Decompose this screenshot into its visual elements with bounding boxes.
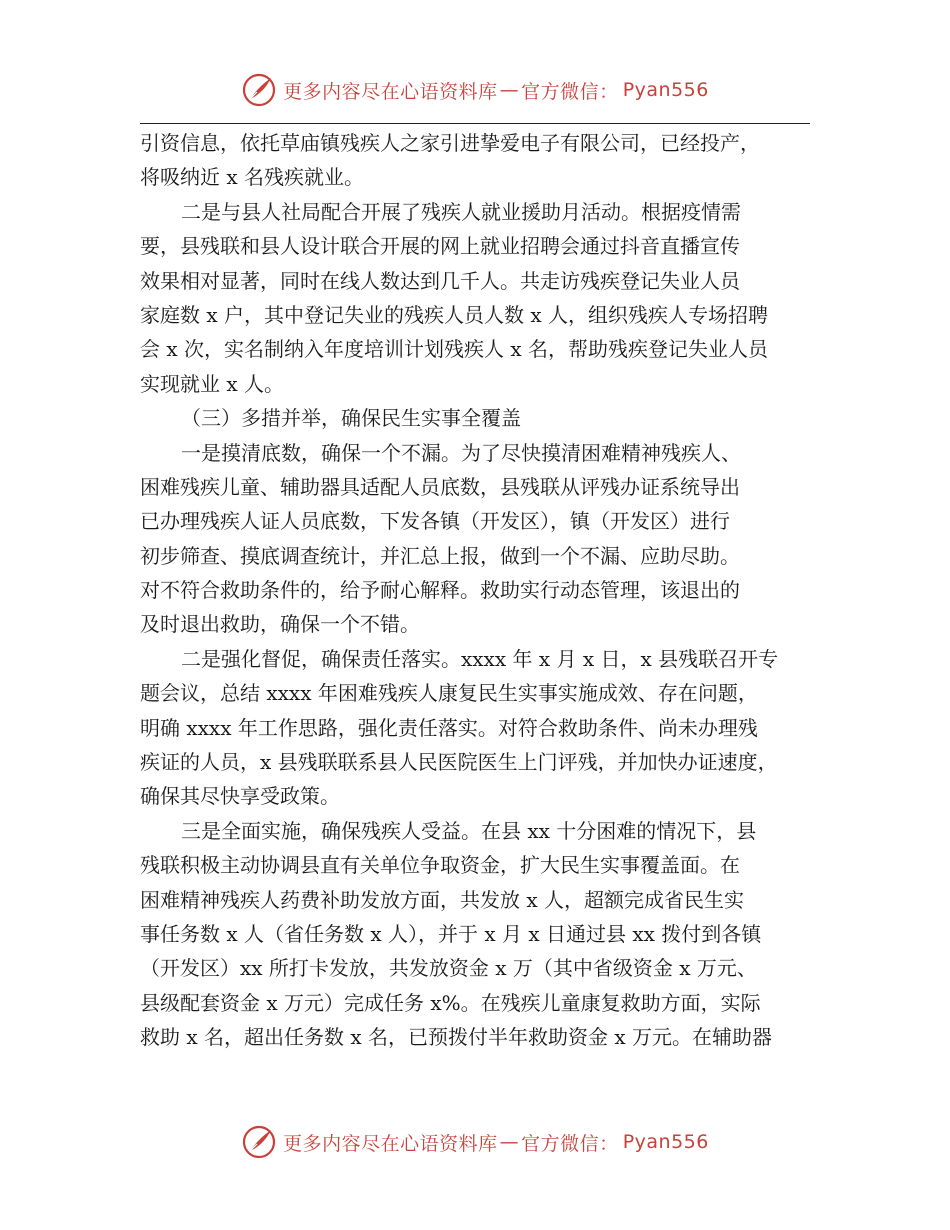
- text-line: 已办理残疾人证人员底数，下发各镇（开发区），镇（开发区）进行: [140, 509, 730, 534]
- header-watermark: [0, 70, 950, 110]
- watermark-text: 更多内容尽在心语资料库: [283, 1132, 498, 1155]
- text-line: 及时退出救助，确保一个不错。: [140, 612, 420, 637]
- text-line: 效果相对显著，同时在线人数达到几千人。共走访残疾登记失业人员: [140, 268, 740, 293]
- text-line: 题会议，总结 xxxx 年困难残疾人康复民生实事实施成效、存在问题，: [140, 681, 758, 706]
- quill-logo-icon: [241, 72, 277, 108]
- watermark-wechat-label: 官方微信：: [521, 1132, 619, 1155]
- watermark-wechat-id: Pyan556: [622, 79, 709, 101]
- quill-logo-icon: [241, 1124, 277, 1160]
- text-line: 救助 x 名，超出任务数 x 名，已预拨付半年救助资金 x 万元。在辅助器: [140, 1025, 772, 1050]
- paragraph: [140, 401, 812, 435]
- text-line: （开发区）xx 所打卡发放，共发放资金 x 万（其中省级资金 x 万元、: [140, 956, 757, 981]
- text-line: 事任务数 x 人（省任务数 x 人），并于 x 月 x 日通过县 xx 拨付到各镇: [140, 921, 762, 946]
- paragraph: [140, 195, 812, 401]
- text-line: 疾证的人员，x 县残联联系县人民医院医生上门评残，并加快办证速度，: [140, 750, 778, 775]
- paragraph: [140, 126, 812, 195]
- watermark-wechat-label: 官方微信：: [521, 80, 619, 103]
- footer-watermark: [0, 1122, 950, 1162]
- text-line: 明确 xxxx 年工作思路，强化责任落实。对符合救助条件、尚未办理残: [140, 715, 758, 740]
- text-line: 三是全面实施，确保残疾人受益。在县 xx 十分困难的情况下，县: [181, 818, 757, 843]
- paragraph: [140, 814, 812, 1055]
- paragraph: [140, 436, 812, 642]
- text-line: 初步筛查、摸底调查统计，并汇总上报，做到一个不漏、应助尽助。: [140, 543, 740, 568]
- text-line: 二是与县人社局配合开展了残疾人就业援助月活动。根据疫情需: [181, 199, 741, 224]
- watermark-wechat-id: Pyan556: [622, 1131, 709, 1153]
- text-line: 困难精神残疾人药费补助发放方面，共发放 x 人，超额完成省民生实: [140, 887, 744, 912]
- text-line: 一是摸清底数，确保一个不漏。为了尽快摸清困难精神残疾人、: [181, 440, 741, 465]
- text-line: 确保其尽快享受政策。: [140, 784, 340, 809]
- text-line: 将吸纳近 x 名残疾就业。: [140, 165, 364, 190]
- text-line: 对不符合救助条件的，给予耐心解释。救助实行动态管理，该退出的: [140, 578, 740, 603]
- text-line: 家庭数 x 户，其中登记失业的残疾人员人数 x 人，组织残疾人专场招聘: [140, 302, 768, 327]
- text-line: 会 x 次，实名制纳入年度培训计划残疾人 x 名，帮助残疾登记失业人员: [140, 337, 768, 362]
- text-line: 县级配套资金 x 万元）完成任务 x%。在残疾儿童康复救助方面，实际: [140, 990, 761, 1015]
- text-line: 二是强化督促，确保责任落实。xxxx 年 x 月 x 日，x 县残联召开专: [181, 646, 779, 671]
- header-rule: [140, 123, 810, 124]
- text-line: 引资信息，依托草庙镇残疾人之家引进挚爱电子有限公司，已经投产，: [140, 131, 760, 155]
- text-line: 困难残疾儿童、辅助器具适配人员底数，县残联从评残办证系统导出: [140, 474, 740, 499]
- text-line: 实现就业 x 人。: [140, 371, 284, 396]
- text-line: （三）多措并举，确保民生实事全覆盖: [181, 406, 521, 431]
- watermark-dash: —: [499, 1131, 520, 1153]
- text-line: 要，县残联和县人设计联合开展的网上就业招聘会通过抖音直播宣传: [140, 234, 740, 259]
- paragraph: [140, 642, 812, 814]
- text-line: 残联积极主动协调县直有关单位争取资金，扩大民生实事覆盖面。在: [140, 853, 740, 878]
- watermark-dash: —: [499, 79, 520, 101]
- document-body: [140, 126, 812, 1055]
- watermark-text: 更多内容尽在心语资料库: [283, 80, 498, 103]
